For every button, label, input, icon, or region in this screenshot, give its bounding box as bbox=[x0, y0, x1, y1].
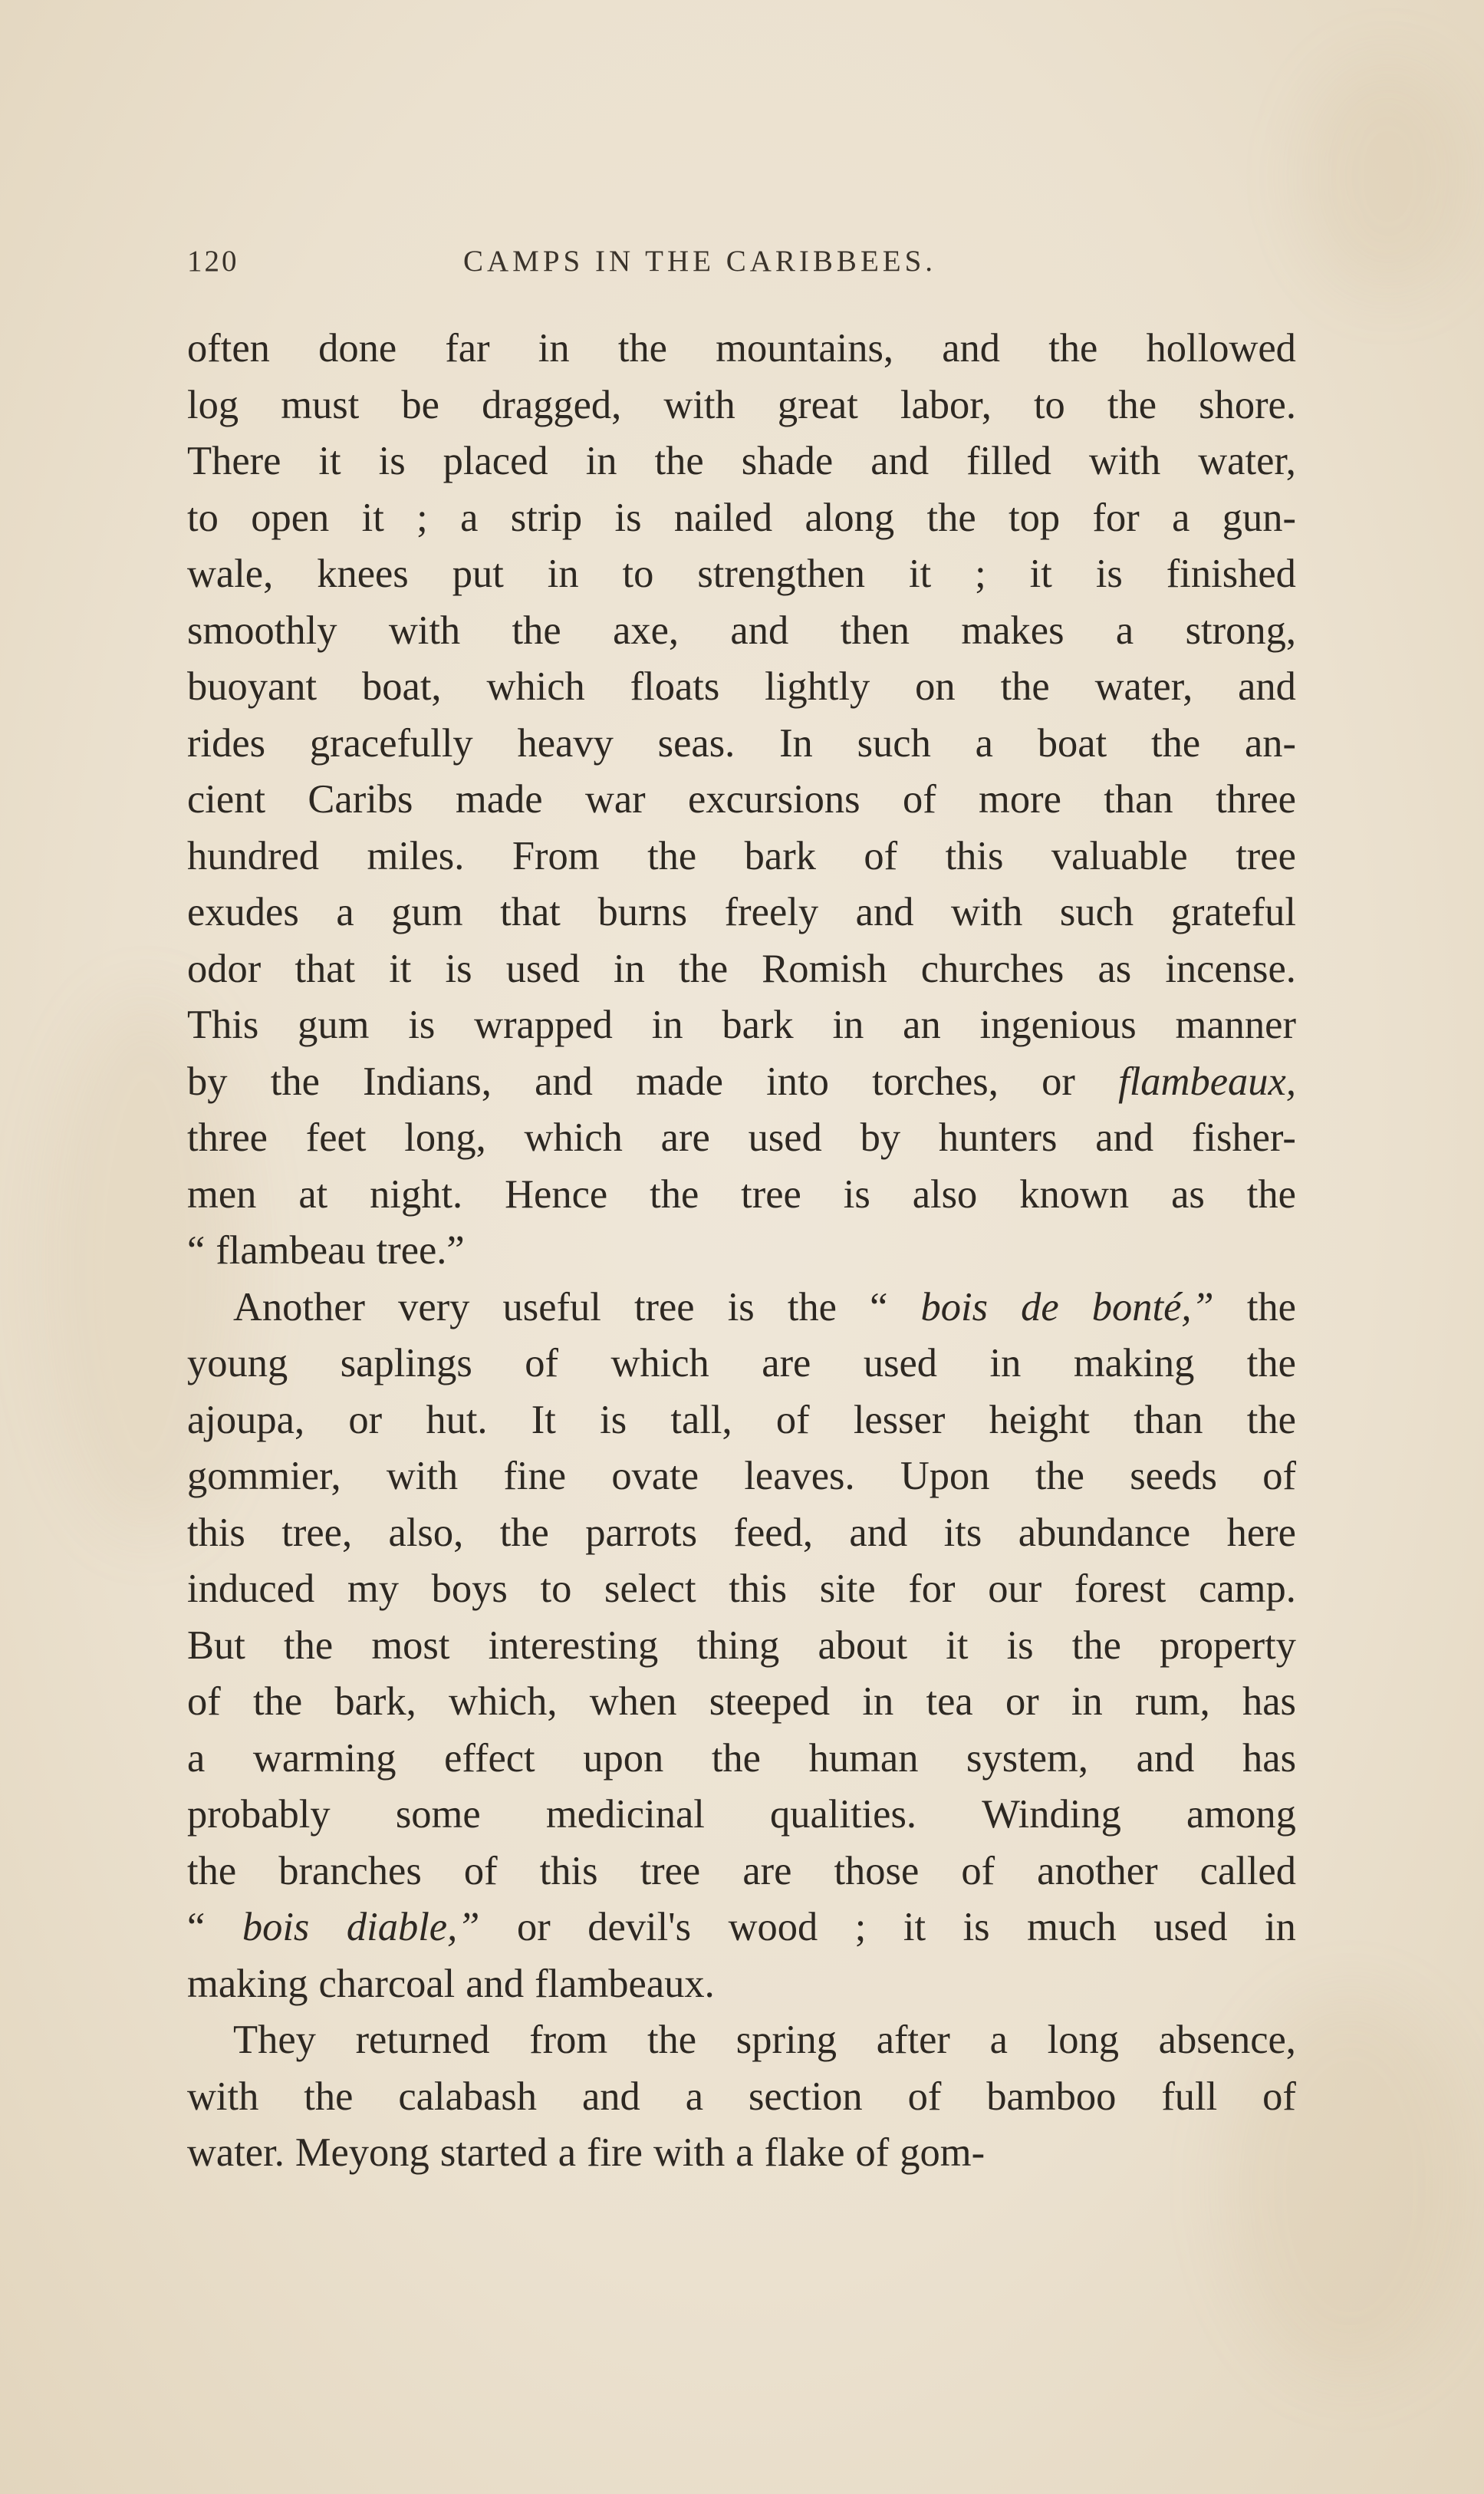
text-line: But the most interesting thing about it is the property bbox=[187, 1623, 1296, 1668]
text-line: the branches of this tree are those of another called bbox=[187, 1848, 1296, 1893]
text-line: with the calabash and a section of bamboo full of bbox=[187, 2074, 1296, 2119]
text-line: water. Meyong started a fire with a flake of gom- bbox=[187, 2130, 985, 2175]
text-line: log must be dragged, with great labor, to the shore. bbox=[187, 382, 1296, 427]
text-line: wale, knees put in to strengthen it ; it is finished bbox=[187, 552, 1296, 596]
page-number: 120 bbox=[187, 245, 239, 278]
text-line: cient Caribs made war excursions of more than three bbox=[187, 777, 1296, 822]
text-line: often done far in the mountains, and the hollowed bbox=[187, 326, 1296, 371]
running-head bbox=[187, 244, 1069, 290]
text-line: “ bois diable,” or devil's wood ; it is much used in bbox=[187, 1905, 1296, 1949]
body-text bbox=[187, 321, 1296, 2182]
text-line: They returned from the spring after a long absence, bbox=[233, 2018, 1296, 2062]
text-line: exudes a gum that burns freely and with such grateful bbox=[187, 890, 1296, 934]
text-line: gommier, with fine ovate leaves. Upon the seeds of bbox=[187, 1454, 1296, 1498]
text-line: There it is placed in the shade and filled with water, bbox=[187, 439, 1296, 483]
text-line: odor that it is used in the Romish churches as incense. bbox=[187, 946, 1296, 991]
text-line: probably some medicinal qualities. Winding among bbox=[187, 1792, 1296, 1837]
paragraph bbox=[187, 321, 1296, 1280]
text-line: of the bark, which, when steeped in tea or in rum, has bbox=[187, 1679, 1296, 1724]
text-line: Another very useful tree is the “ bois de bonté,” the bbox=[233, 1284, 1296, 1329]
text-line: this tree, also, the parrots feed, and its abundance here bbox=[187, 1510, 1296, 1555]
text-line: men at night. Hence the tree is also known as the bbox=[187, 1171, 1296, 1217]
text-line: making charcoal and flambeaux. bbox=[187, 1961, 715, 2006]
paper-stain bbox=[1304, 61, 1472, 292]
paragraph bbox=[187, 1280, 1296, 2013]
text-line: by the Indians, and made into torches, or flambeaux, bbox=[187, 1059, 1296, 1104]
text-line: a warming effect upon the human system, and has bbox=[187, 1735, 1296, 1781]
text-line: young saplings of which are used in making the bbox=[187, 1341, 1296, 1385]
text-line: ajoupa, or hut. It is tall, of lesser height than the bbox=[187, 1397, 1296, 1442]
text-line: to open it ; a strip is nailed along the top for a gun- bbox=[187, 495, 1296, 540]
text-line: smoothly with the axe, and then makes a strong, bbox=[187, 608, 1296, 653]
text-line: hundred miles. From the bark of this valuable tree bbox=[187, 833, 1296, 878]
text-line: “ flambeau tree.” bbox=[187, 1228, 465, 1273]
text-line: buoyant boat, which floats lightly on the water, and bbox=[187, 664, 1296, 709]
paragraph bbox=[187, 2012, 1296, 2182]
text-line: three feet long, which are used by hunters and fisher- bbox=[187, 1115, 1296, 1160]
text-line: This gum is wrapped in bark in an ingenious manner bbox=[187, 1003, 1296, 1047]
page-title: CAMPS IN THE CARIBBEES. bbox=[463, 245, 937, 278]
text-line: rides gracefully heavy seas. In such a boat the an- bbox=[187, 720, 1296, 766]
text-line: induced my boys to select this site for our forest camp. bbox=[187, 1567, 1296, 1611]
